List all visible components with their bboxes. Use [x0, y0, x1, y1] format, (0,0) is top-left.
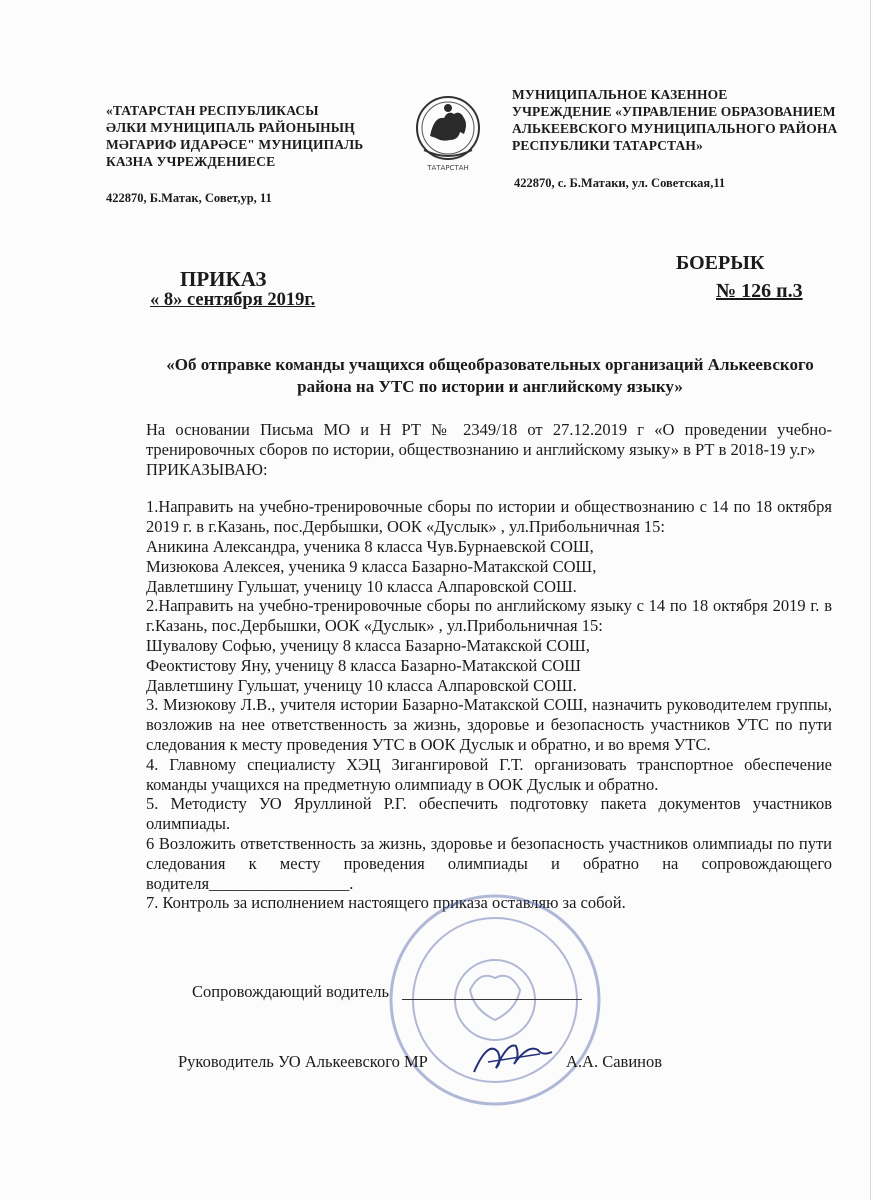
- header-left-line: «ТАТАРСТАН РЕСПУБЛИКАСЫ: [106, 103, 319, 118]
- head-position-label: Руководитель УО Алькеевского МР: [178, 1052, 428, 1071]
- handwritten-signature-icon: [468, 1032, 558, 1080]
- item-2-person: Феоктистову Яну, ученицу 8 класса Базарно-Матакской СОШ: [146, 655, 581, 675]
- order-word: ПРИКАЗЫВАЮ:: [146, 459, 268, 479]
- item-1-person: Мизюкова Алексея, ученика 9 класса Базарно-Матакской СОШ,: [146, 556, 597, 576]
- scan-edge: [870, 0, 871, 1200]
- header-left-line: МӘГАРИФ ИДАРӘСЕ" МУНИЦИПАЛЬ: [106, 137, 364, 152]
- header-left-line: КАЗНА УЧРЕЖДЕНИЕСЕ: [106, 154, 276, 169]
- item-4: 4. Главному специалисту ХЭЦ Зигангировой Г.Т. организовать транспортное обеспечение команды учащихся на предметную олимпиаду в ООК Дуслык и обратно.: [146, 754, 832, 794]
- item-1-person: Давлетшину Гульшат, ученицу 10 класса Алпаровской СОШ.: [146, 576, 577, 596]
- header-right-line: АЛЬКЕЕВСКОГО МУНИЦИПАЛЬНОГО РАЙОНА: [512, 121, 838, 136]
- header-right-block: [512, 86, 842, 154]
- escort-signature-line: [402, 999, 582, 1000]
- header-left-address: 422870, Б.Матак, Совет,ур, 11: [106, 191, 272, 205]
- item-1-person: Аникина Александра, ученика 8 класса Чув.Бурнаевской СОШ,: [146, 536, 594, 556]
- item-5: 5. Методисту УО Яруллиной Р.Г. обеспечить подготовку пакета документов участников олимпиады.: [146, 794, 832, 834]
- item-2: 2.Направить на учебно-тренировочные сборы по английскому языку с 14 по 18 октября 2019 г. в г.Казань, пос.Дербышки, ООК «Дуслык» , ул.Прибольничная 15:: [146, 596, 832, 636]
- item-2-person: Давлетшину Гульшат, ученицу 10 класса Алпаровской СОШ.: [146, 675, 577, 695]
- escort-driver-label: Сопровождающий водитель: [192, 982, 390, 1001]
- head-name: А.А. Савинов: [566, 1052, 663, 1071]
- header-right-line: МУНИЦИПАЛЬНОЕ КАЗЕННОЕ: [512, 87, 728, 102]
- order-title-tat: БОЕРЫК: [676, 252, 765, 274]
- header-right-address: 422870, с. Б.Матаки, ул. Советская,11: [514, 176, 726, 190]
- header-left-line: ӘЛКИ МУНИЦИПАЛЬ РАЙОНЫНЫҢ: [106, 120, 355, 135]
- item-3: 3. Мизюкову Л.В., учителя истории Базарно-Матакской СОШ, назначить руководителем группы, возложив на нее ответственность за жизнь, здоровье и безопасность участников УТС по пути следования к месту проведения УТС в ООК Дуслык и обратно, и во время УТС.: [146, 695, 832, 754]
- tatarstan-emblem-icon: [414, 88, 482, 174]
- header-right-line: РЕСПУБЛИКИ ТАТАРСТАН»: [512, 138, 703, 153]
- basis-paragraph: На основании Письма МО и Н РТ № 2349/18 от 27.12.2019 г «О проведении учебно-тренировочных сборов по истории, обществознанию и английскому языку» в РТ в 2018-19 у.г»: [146, 420, 832, 459]
- svg-text:ТАТАРСТАН: ТАТАРСТАН: [427, 164, 469, 172]
- item-6: 6 Возложить ответственность за жизнь, здоровье и безопасность участников олимпиады по пути следования к месту проведения олимпиады и обратно на сопровождающего водителя_________________.: [146, 833, 832, 893]
- item-7: 7. Контроль за исполнением настоящего приказа оставляю за собой.: [146, 893, 626, 913]
- order-date: « 8» сентября 2019г.: [150, 290, 316, 310]
- item-1: 1.Направить на учебно-тренировочные сборы по истории и обществознанию с 14 по 18 октября 2019 г. в г.Казань, пос.Дербышки, ООК «Дуслык» , ул.Прибольничная 15:: [146, 497, 832, 537]
- header-left-block: [106, 102, 406, 170]
- order-subject: «Об отправке команды учащихся общеобразовательных организаций Алькеевского района на УТС по истории и английскому языку»: [166, 355, 814, 396]
- header-right-line: УЧРЕЖДЕНИЕ «УПРАВЛЕНИЕ ОБРАЗОВАНИЕМ: [512, 104, 836, 119]
- order-number: № 126 п.3: [716, 280, 803, 302]
- order-title-ru: ПРИКАЗ: [180, 267, 267, 291]
- item-2-person: Шувалову Софью, ученицу 8 класса Базарно-Матакской СОШ,: [146, 635, 590, 655]
- order-body: [146, 420, 832, 913]
